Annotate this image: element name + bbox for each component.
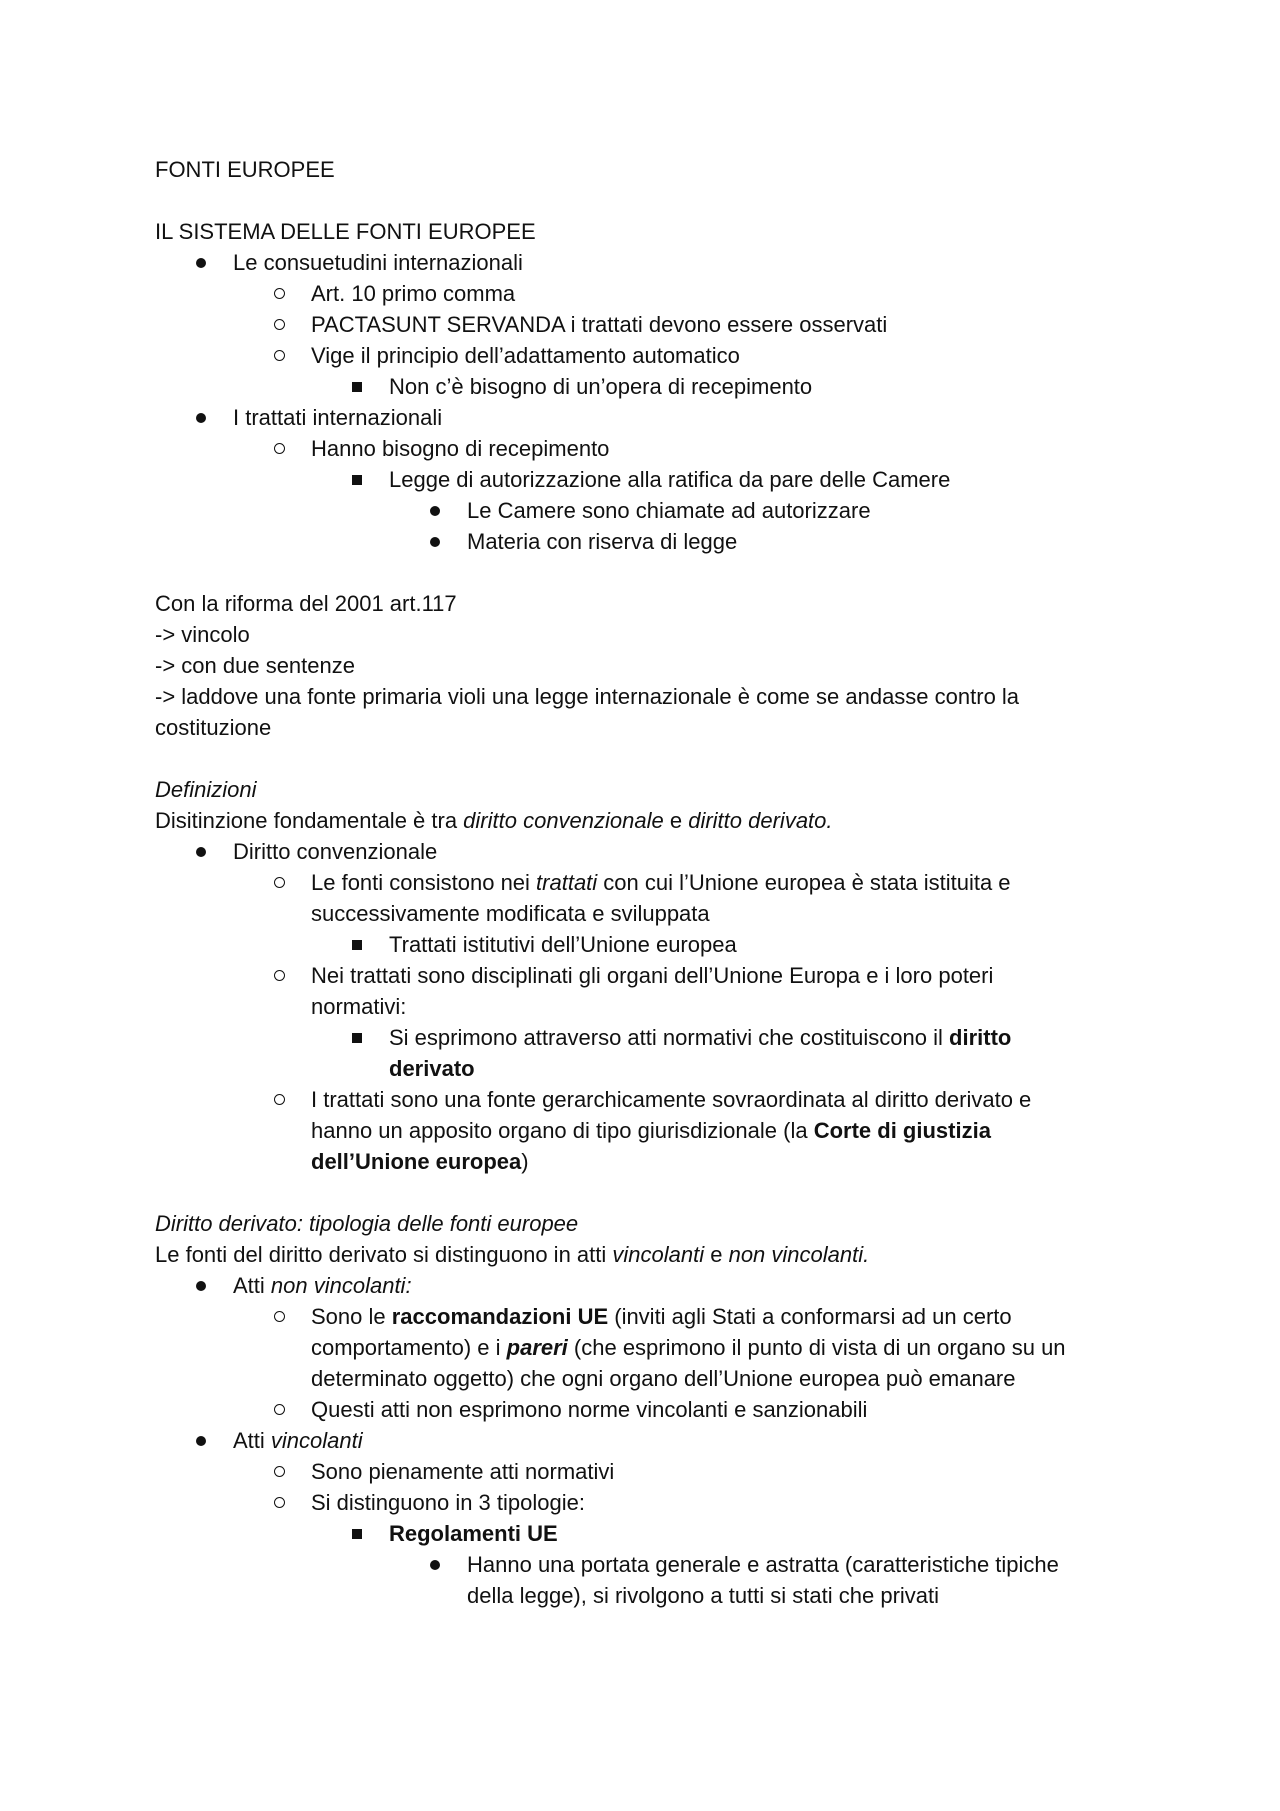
list-item: Le Camere sono chiamate ad autorizzare: [467, 498, 871, 523]
list-item: Sono le raccomandazioni UE (inviti agli Stati a conformarsi ad un certo: [311, 1304, 1012, 1329]
bullet-circle-icon: [274, 1404, 285, 1415]
bullet-square-icon: [352, 1529, 362, 1539]
list-item: Questi atti non esprimono norme vincolanti e sanzionabili: [311, 1397, 868, 1422]
document-title: FONTI EUROPEE: [155, 157, 335, 182]
list-item: Atti vincolanti: [233, 1428, 363, 1453]
list-item-continuation: normativi:: [311, 994, 407, 1019]
list-item: Art. 10 primo comma: [311, 281, 516, 306]
list-item-continuation: della legge), si rivolgono a tutti si stati che privati: [467, 1583, 940, 1608]
list-item: Hanno una portata generale e astratta (caratteristiche tipiche: [467, 1552, 1059, 1577]
bullet-disc-icon: [196, 258, 206, 268]
section-heading-sistema: IL SISTEMA DELLE FONTI EUROPEE: [155, 219, 536, 244]
bullet-circle-icon: [274, 1094, 285, 1105]
paragraph-line: -> laddove una fonte primaria violi una legge internazionale è come se andasse contro la: [155, 684, 1020, 709]
list-item-continuation: determinato oggetto) che ogni organo dell’Unione europea può emanare: [311, 1366, 1016, 1391]
bullet-disc-icon: [196, 413, 206, 423]
list-item: Atti non vincolanti:: [233, 1273, 412, 1298]
bullet-square-icon: [352, 940, 362, 950]
bullet-circle-icon: [274, 877, 285, 888]
paragraph-line: -> con due sentenze: [155, 653, 355, 678]
list-item: I trattati internazionali: [233, 405, 443, 430]
bullet-disc-icon: [196, 1281, 206, 1291]
bullet-disc-icon: [430, 1560, 440, 1570]
bullet-disc-icon: [196, 847, 206, 857]
bullet-circle-icon: [274, 350, 285, 361]
bullet-circle-icon: [274, 319, 285, 330]
bullet-square-icon: [352, 475, 362, 485]
list-item: Non c’è bisogno di un’opera di recepimento: [389, 374, 813, 399]
paragraph-line: Le fonti del diritto derivato si distinguono in atti vincolanti e non vincolanti.: [155, 1242, 870, 1267]
section-heading-derivato: Diritto derivato: tipologia delle fonti europee: [155, 1211, 579, 1236]
list-item: Hanno bisogno di recepimento: [311, 436, 610, 461]
list-item: Le consuetudini internazionali: [233, 250, 523, 275]
bullet-circle-icon: [274, 970, 285, 981]
list-item-continuation: dell’Unione europea): [311, 1149, 529, 1174]
list-item: Si esprimono attraverso atti normativi che costituiscono il diritto: [389, 1025, 1012, 1050]
bullet-circle-icon: [274, 443, 285, 454]
list-item: Regolamenti UE: [389, 1521, 558, 1546]
list-item: Le fonti consistono nei trattati con cui l’Unione europea è stata istituita e: [311, 870, 1011, 895]
paragraph-line: Con la riforma del 2001 art.117: [155, 591, 457, 616]
bullet-disc-icon: [430, 537, 440, 547]
bullet-disc-icon: [196, 1436, 206, 1446]
list-item: Materia con riserva di legge: [467, 529, 738, 554]
list-item: Legge di autorizzazione alla ratifica da pare delle Camere: [389, 467, 951, 492]
list-item: I trattati sono una fonte gerarchicamente sovraordinata al diritto derivato e: [311, 1087, 1032, 1112]
bullet-circle-icon: [274, 1466, 285, 1477]
bullet-circle-icon: [274, 1497, 285, 1508]
section-heading-definizioni: Definizioni: [155, 777, 257, 802]
list-item: Trattati istitutivi dell’Unione europea: [389, 932, 737, 957]
list-item-continuation: comportamento) e i pareri (che esprimono il punto di vista di un organo su un: [311, 1335, 1066, 1360]
bullet-square-icon: [352, 1033, 362, 1043]
bullet-disc-icon: [430, 506, 440, 516]
paragraph-line: costituzione: [155, 715, 272, 740]
list-item: Diritto convenzionale: [233, 839, 438, 864]
list-item: Si distinguono in 3 tipologie:: [311, 1490, 585, 1515]
list-item-continuation: hanno un apposito organo di tipo giurisdizionale (la Corte di giustizia: [311, 1118, 991, 1143]
list-item: Vige il principio dell’adattamento automatico: [311, 343, 740, 368]
paragraph-line: -> vincolo: [155, 622, 250, 647]
list-item-continuation: successivamente modificata e sviluppata: [311, 901, 710, 926]
list-item: PACTASUNT SERVANDA i trattati devono essere osservati: [311, 312, 888, 337]
list-item: Sono pienamente atti normativi: [311, 1459, 615, 1484]
bullet-circle-icon: [274, 288, 285, 299]
list-item-continuation: derivato: [389, 1056, 475, 1081]
bullet-circle-icon: [274, 1311, 285, 1322]
bullet-square-icon: [352, 382, 362, 392]
list-item: Nei trattati sono disciplinati gli organi dell’Unione Europa e i loro poteri: [311, 963, 994, 988]
paragraph-line: Disitinzione fondamentale è tra diritto convenzionale e diritto derivato.: [155, 808, 833, 833]
